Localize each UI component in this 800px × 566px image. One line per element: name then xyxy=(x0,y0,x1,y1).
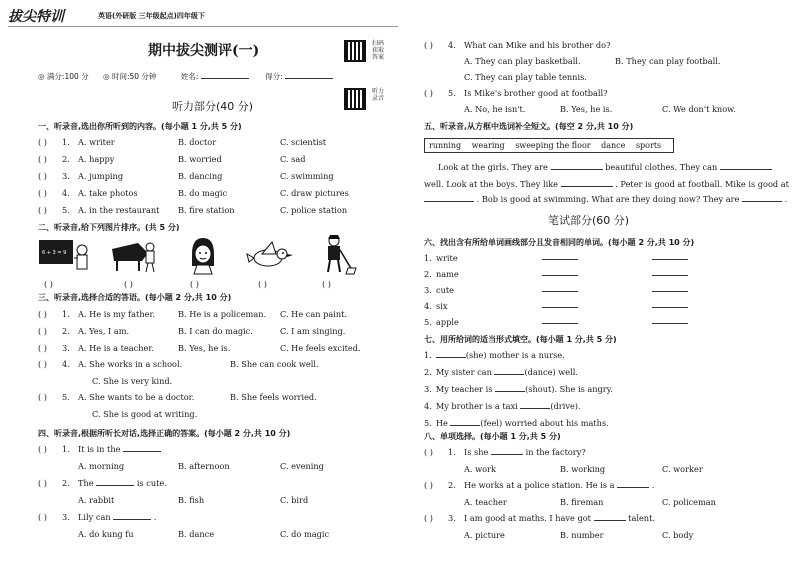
board-equation: 6 + 3 = 9 xyxy=(42,250,67,256)
option-b: B. Yes, he is. xyxy=(560,104,613,114)
option-a: A. She wants to be a doctor. xyxy=(78,392,195,402)
passage-text: . Bob is good at swimming. What are they doing now? They are xyxy=(476,194,740,204)
phonics-word: apple xyxy=(436,317,459,327)
bird-icon xyxy=(246,240,296,272)
option-a: A. He is a teacher. xyxy=(78,343,154,353)
word-box-item: sports xyxy=(635,141,662,150)
fill-blank[interactable] xyxy=(436,357,466,358)
question-text-pre: Is she xyxy=(464,447,489,457)
option-b: B. fireman xyxy=(560,497,604,507)
question-text xyxy=(464,447,586,457)
phonics-blank[interactable] xyxy=(542,323,578,324)
option-b: B. dance xyxy=(178,529,215,539)
fill-form-item xyxy=(424,418,609,428)
question-blank[interactable] xyxy=(123,451,161,452)
answer-paren[interactable]: ( ) xyxy=(38,512,47,522)
phonics-blank[interactable] xyxy=(652,291,688,292)
passage-line-2 xyxy=(424,179,789,189)
listening-q1-item xyxy=(0,154,400,166)
listening-q1-item xyxy=(0,171,400,183)
question-number: 1. xyxy=(424,253,432,263)
answer-paren[interactable]: ( ) xyxy=(38,205,47,215)
option-c: C. police station xyxy=(280,205,348,215)
option-b: B. afternoon xyxy=(178,461,230,471)
option-a: A. writer xyxy=(78,137,115,147)
phonics-word: write xyxy=(436,253,458,263)
answer-paren[interactable]: ( ) xyxy=(38,309,47,319)
section-1-title: 一、听录音,选出你所听到的内容。(每小题 1 分,共 5 分) xyxy=(38,122,242,131)
fill-form-item xyxy=(424,367,578,377)
choice-item xyxy=(400,447,800,477)
question-number: 3. xyxy=(62,171,70,181)
question-number: 1. xyxy=(448,447,456,457)
answer-paren[interactable]: ( ) xyxy=(38,326,47,336)
option-c: C. do magic xyxy=(280,529,330,539)
question-text-hint: (feel) worried about his maths. xyxy=(480,418,609,428)
option-a: A. Yes, I am. xyxy=(78,326,130,336)
listening-q3-item xyxy=(0,359,400,387)
option-c: C. swimming xyxy=(280,171,334,181)
fill-blank[interactable] xyxy=(494,374,524,375)
answer-paren[interactable]: ( ) xyxy=(38,359,47,369)
question-number: 1. xyxy=(62,309,70,319)
option-a: A. morning xyxy=(78,461,125,471)
option-c: C. scientist xyxy=(280,137,327,147)
question-text-pre: My teacher is xyxy=(435,384,493,394)
choice-item xyxy=(400,513,800,543)
passage-line-3 xyxy=(424,194,787,204)
question-number: 4. xyxy=(424,301,432,311)
question-text-pre: Lily can xyxy=(78,512,111,522)
question-number: 3. xyxy=(448,513,456,523)
option-b: B. doctor xyxy=(178,137,217,147)
full-score: ◎ 满分:100 分 xyxy=(38,72,89,81)
name-field[interactable] xyxy=(201,78,249,79)
question-text-pre: It is in the xyxy=(78,444,121,454)
word-box-item: running xyxy=(429,141,462,150)
fill-form-item xyxy=(424,384,613,394)
option-a: A. teacher xyxy=(464,497,507,507)
option-a: A. do kung fu xyxy=(78,529,134,539)
blackboard-icon xyxy=(38,238,90,274)
option-c: C. body xyxy=(662,530,694,540)
fill-blank[interactable] xyxy=(450,425,480,426)
answer-qr-code[interactable] xyxy=(344,40,366,62)
phonics-word: cute xyxy=(436,285,454,295)
word-box-item: dance xyxy=(601,141,626,150)
question-number: 2. xyxy=(62,326,70,336)
option-c: C. He can paint. xyxy=(280,309,348,319)
option-b: B. fish xyxy=(178,495,205,505)
option-c: C. We don't know. xyxy=(662,104,736,114)
phonics-item xyxy=(400,285,800,297)
answer-paren[interactable]: ( ) xyxy=(38,137,47,147)
question-number: 4. xyxy=(424,401,432,411)
time-limit: ◎ 时间:50 分钟 xyxy=(103,72,157,81)
option-a: A. in the restaurant xyxy=(78,205,160,215)
picture-piano xyxy=(108,235,160,275)
option-c: C. policeman xyxy=(662,497,716,507)
listening-qr-code[interactable] xyxy=(344,88,366,110)
option-b: B. worried xyxy=(178,154,222,164)
fill-form-item xyxy=(424,350,565,360)
listening-q1-item xyxy=(0,137,400,149)
picture-answer-box[interactable]: ( ) xyxy=(322,279,331,289)
section-2-title: 二、听录音,给下列图片排序。(共 5 分) xyxy=(38,223,180,232)
section-3-title: 三、听录音,选择合适的答语。(每小题 2 分,共 10 分) xyxy=(38,293,232,302)
phonics-blank[interactable] xyxy=(652,275,688,276)
girl-icon xyxy=(186,236,220,276)
option-b: B. They can play football. xyxy=(615,56,721,66)
question-number: 1. xyxy=(62,137,70,147)
question-number: 2. xyxy=(424,269,432,279)
writing-section-header: 笔试部分(60 分) xyxy=(548,214,630,227)
option-a: A. She works in a school. xyxy=(78,359,183,369)
question-text xyxy=(464,480,654,490)
option-a: A. No, he isn't. xyxy=(464,104,526,114)
listening-q3-item xyxy=(0,343,400,355)
answer-paren[interactable]: ( ) xyxy=(38,154,47,164)
meta-line xyxy=(38,71,333,82)
section-4-title: 四、听录音,根据所听长对话,选择正确的答案。(每小题 2 分,共 10 分) xyxy=(38,429,291,438)
option-c: C. evening xyxy=(280,461,324,471)
passage-text: Look at the girls. They are xyxy=(438,162,548,172)
answer-paren[interactable]: ( ) xyxy=(424,40,433,50)
question-text-hint: (shout). She is angry. xyxy=(525,384,613,394)
passage-text: . xyxy=(784,194,788,204)
picture-answer-box[interactable]: ( ) xyxy=(44,279,53,289)
question-blank[interactable] xyxy=(594,520,626,521)
question-text-post: talent. xyxy=(628,513,655,523)
question-number: 2. xyxy=(62,478,70,488)
right-column xyxy=(400,0,800,566)
picture-answer-box[interactable]: ( ) xyxy=(258,279,267,289)
question-number: 1. xyxy=(62,444,70,454)
passage-text: beautiful clothes. They can xyxy=(605,162,718,172)
question-text: Is Mike's brother good at football? xyxy=(464,88,608,98)
question-blank[interactable] xyxy=(96,485,134,486)
question-text-pre: The xyxy=(78,478,94,488)
subject-line: 英语(外研版 三年级起点)四年级下 xyxy=(98,12,205,20)
option-c: C. He feels excited. xyxy=(280,343,361,353)
option-c: C. They can play table tennis. xyxy=(464,72,587,82)
option-b: B. number xyxy=(560,530,604,540)
answer-paren[interactable]: ( ) xyxy=(424,480,433,490)
answer-paren[interactable]: ( ) xyxy=(424,88,433,98)
question-number: 2. xyxy=(448,480,456,490)
phonics-item xyxy=(400,301,800,313)
answer-paren[interactable]: ( ) xyxy=(38,171,47,181)
fill-blank[interactable] xyxy=(495,391,525,392)
question-text xyxy=(78,478,167,488)
question-number: 4. xyxy=(448,40,456,50)
passage-blank-1[interactable] xyxy=(551,169,603,170)
option-a: A. happy xyxy=(78,154,115,164)
listening-section-header: 听力部分(40 分) xyxy=(172,100,254,113)
phonics-word: six xyxy=(436,301,448,311)
option-c: C. draw pictures xyxy=(280,188,349,198)
question-text-hint: (dance) well. xyxy=(524,367,578,377)
listening-q4-item xyxy=(400,40,800,84)
answer-paren[interactable]: ( ) xyxy=(38,444,47,454)
question-number: 1. xyxy=(424,350,432,360)
question-number: 3. xyxy=(62,343,70,353)
option-a: A. They can play basketball. xyxy=(464,56,581,66)
question-number: 5. xyxy=(424,317,432,327)
answer-paren[interactable]: ( ) xyxy=(38,188,47,198)
phonics-blank[interactable] xyxy=(542,291,578,292)
question-text-hint: (drive). xyxy=(550,401,581,411)
section-7-title: 七、用所给词的适当形式填空。(每小题 1 分,共 5 分) xyxy=(424,335,617,344)
question-number: 4. xyxy=(62,359,70,369)
question-text-pre: He xyxy=(435,418,448,428)
option-b: B. working xyxy=(560,464,606,474)
option-a: A. He is my father. xyxy=(78,309,156,319)
question-text-pre: I am good at maths. I have got xyxy=(464,513,591,523)
phonics-word: name xyxy=(436,269,459,279)
question-number: 4. xyxy=(62,188,70,198)
exam-title: 期中拔尖测评(一) xyxy=(148,43,260,59)
answer-paren[interactable]: ( ) xyxy=(424,447,433,457)
score-label: 得分: xyxy=(265,72,283,81)
answer-paren[interactable]: ( ) xyxy=(38,478,47,488)
word-box xyxy=(424,138,674,153)
question-text-pre: He works at a police station. He is a xyxy=(464,480,615,490)
question-number: 5. xyxy=(62,205,70,215)
phonics-item xyxy=(400,269,800,281)
option-b: B. do magic xyxy=(178,188,228,198)
question-number: 5. xyxy=(448,88,456,98)
passage-line-1 xyxy=(438,162,772,172)
listening-q3-item xyxy=(0,309,400,321)
fill-form-item xyxy=(424,401,581,411)
question-text-hint: (she) mother is a nurse. xyxy=(465,350,565,360)
listening-q4-item xyxy=(0,512,400,542)
listening-q3-item xyxy=(0,326,400,338)
option-a: A. work xyxy=(464,464,496,474)
phonics-blank[interactable] xyxy=(542,259,578,260)
question-blank[interactable] xyxy=(491,454,523,455)
score-field[interactable] xyxy=(285,78,333,79)
question-blank[interactable] xyxy=(617,487,649,488)
passage-blank-2[interactable] xyxy=(720,169,772,170)
phonics-item xyxy=(400,253,800,265)
option-c: C. bird xyxy=(280,495,309,505)
listening-q4-item xyxy=(0,478,400,508)
question-text-post: in the factory? xyxy=(525,447,586,457)
passage-blank-5[interactable] xyxy=(742,201,782,202)
question-text-pre: My sister can xyxy=(435,367,492,377)
question-blank[interactable] xyxy=(113,519,151,520)
question-number: 2. xyxy=(62,154,70,164)
phonics-blank[interactable] xyxy=(652,259,688,260)
option-a: A. take photos xyxy=(78,188,138,198)
option-c: C. sad xyxy=(280,154,306,164)
option-a: A. rabbit xyxy=(78,495,115,505)
question-number: 3. xyxy=(424,384,432,394)
picture-sweeping xyxy=(318,234,358,276)
header-rule xyxy=(8,26,398,27)
option-b: B. dancing xyxy=(178,171,223,181)
option-b: B. I can do magic. xyxy=(178,326,253,336)
option-a: A. jumping xyxy=(78,171,124,181)
sweeping-icon xyxy=(318,234,358,276)
picture-answer-box[interactable]: ( ) xyxy=(124,279,133,289)
fill-blank[interactable] xyxy=(520,408,550,409)
option-a: A. picture xyxy=(464,530,505,540)
option-b: B. He is a policeman. xyxy=(178,309,267,319)
picture-answer-box[interactable]: ( ) xyxy=(190,279,199,289)
picture-blackboard xyxy=(38,238,90,274)
listening-q1-item xyxy=(0,205,400,217)
option-b: B. Yes, he is. xyxy=(178,343,231,353)
question-text-pre: My brother is a taxi xyxy=(435,401,518,411)
section-5-title: 五、听录音,从方框中选词补全短文。(每空 2 分,共 10 分) xyxy=(424,122,634,131)
passage-blank-3[interactable] xyxy=(561,186,613,187)
section-8-title: 八、单项选择。(每小题 1 分,共 5 分) xyxy=(424,432,561,441)
listening-q3-item xyxy=(0,392,400,420)
question-text xyxy=(78,444,161,454)
passage-blank-4[interactable] xyxy=(424,201,474,202)
phonics-blank[interactable] xyxy=(652,323,688,324)
phonics-blank[interactable] xyxy=(652,307,688,308)
option-b: B. fire station xyxy=(178,205,235,215)
brand-logo: 拔尖特训 xyxy=(8,9,64,25)
answer-qr-label: 扫码获取答案 xyxy=(372,40,385,61)
listening-qr-label: 听力录音 xyxy=(372,88,385,102)
word-box-item: wearing xyxy=(471,141,505,150)
phonics-blank[interactable] xyxy=(542,307,578,308)
question-number: 5. xyxy=(424,418,432,428)
option-c: C. I am singing. xyxy=(280,326,346,336)
phonics-item xyxy=(400,317,800,329)
question-number: 3. xyxy=(62,512,70,522)
word-box-item: sweeping the floor xyxy=(515,141,591,150)
passage-text: well. Look at the boys. They like xyxy=(424,179,558,189)
listening-q4-item xyxy=(0,444,400,474)
name-label: 姓名: xyxy=(180,72,199,81)
question-number: 3. xyxy=(424,285,432,295)
question-text-post: is cute. xyxy=(136,478,167,488)
picture-bird xyxy=(246,240,296,272)
question-text-post: . xyxy=(651,480,655,490)
answer-paren[interactable]: ( ) xyxy=(424,513,433,523)
question-number: 2. xyxy=(424,367,432,377)
question-text xyxy=(464,513,655,523)
answer-paren[interactable]: ( ) xyxy=(38,343,47,353)
question-text-post: . xyxy=(153,512,157,522)
option-b: B. She feels worried. xyxy=(230,392,317,402)
choice-item xyxy=(400,480,800,510)
option-c: C. She is very kind. xyxy=(92,376,173,386)
passage-text: . Peter is good at football. Mike is good at xyxy=(615,179,789,189)
option-c: C. worker xyxy=(662,464,703,474)
answer-paren[interactable]: ( ) xyxy=(38,392,47,402)
section-6-title: 六、找出含有所给单词画线部分且发音相同的单词。(每小题 2 分,共 10 分) xyxy=(424,238,695,247)
phonics-blank[interactable] xyxy=(542,275,578,276)
question-text: What can Mike and his brother do? xyxy=(464,40,611,50)
question-text xyxy=(78,512,156,522)
option-c: C. She is good at writing. xyxy=(92,409,198,419)
listening-q1-item xyxy=(0,188,400,200)
picture-girl xyxy=(186,236,220,276)
option-b: B. She can cook well. xyxy=(230,359,319,369)
piano-icon xyxy=(108,235,160,275)
question-number: 5. xyxy=(62,392,70,402)
